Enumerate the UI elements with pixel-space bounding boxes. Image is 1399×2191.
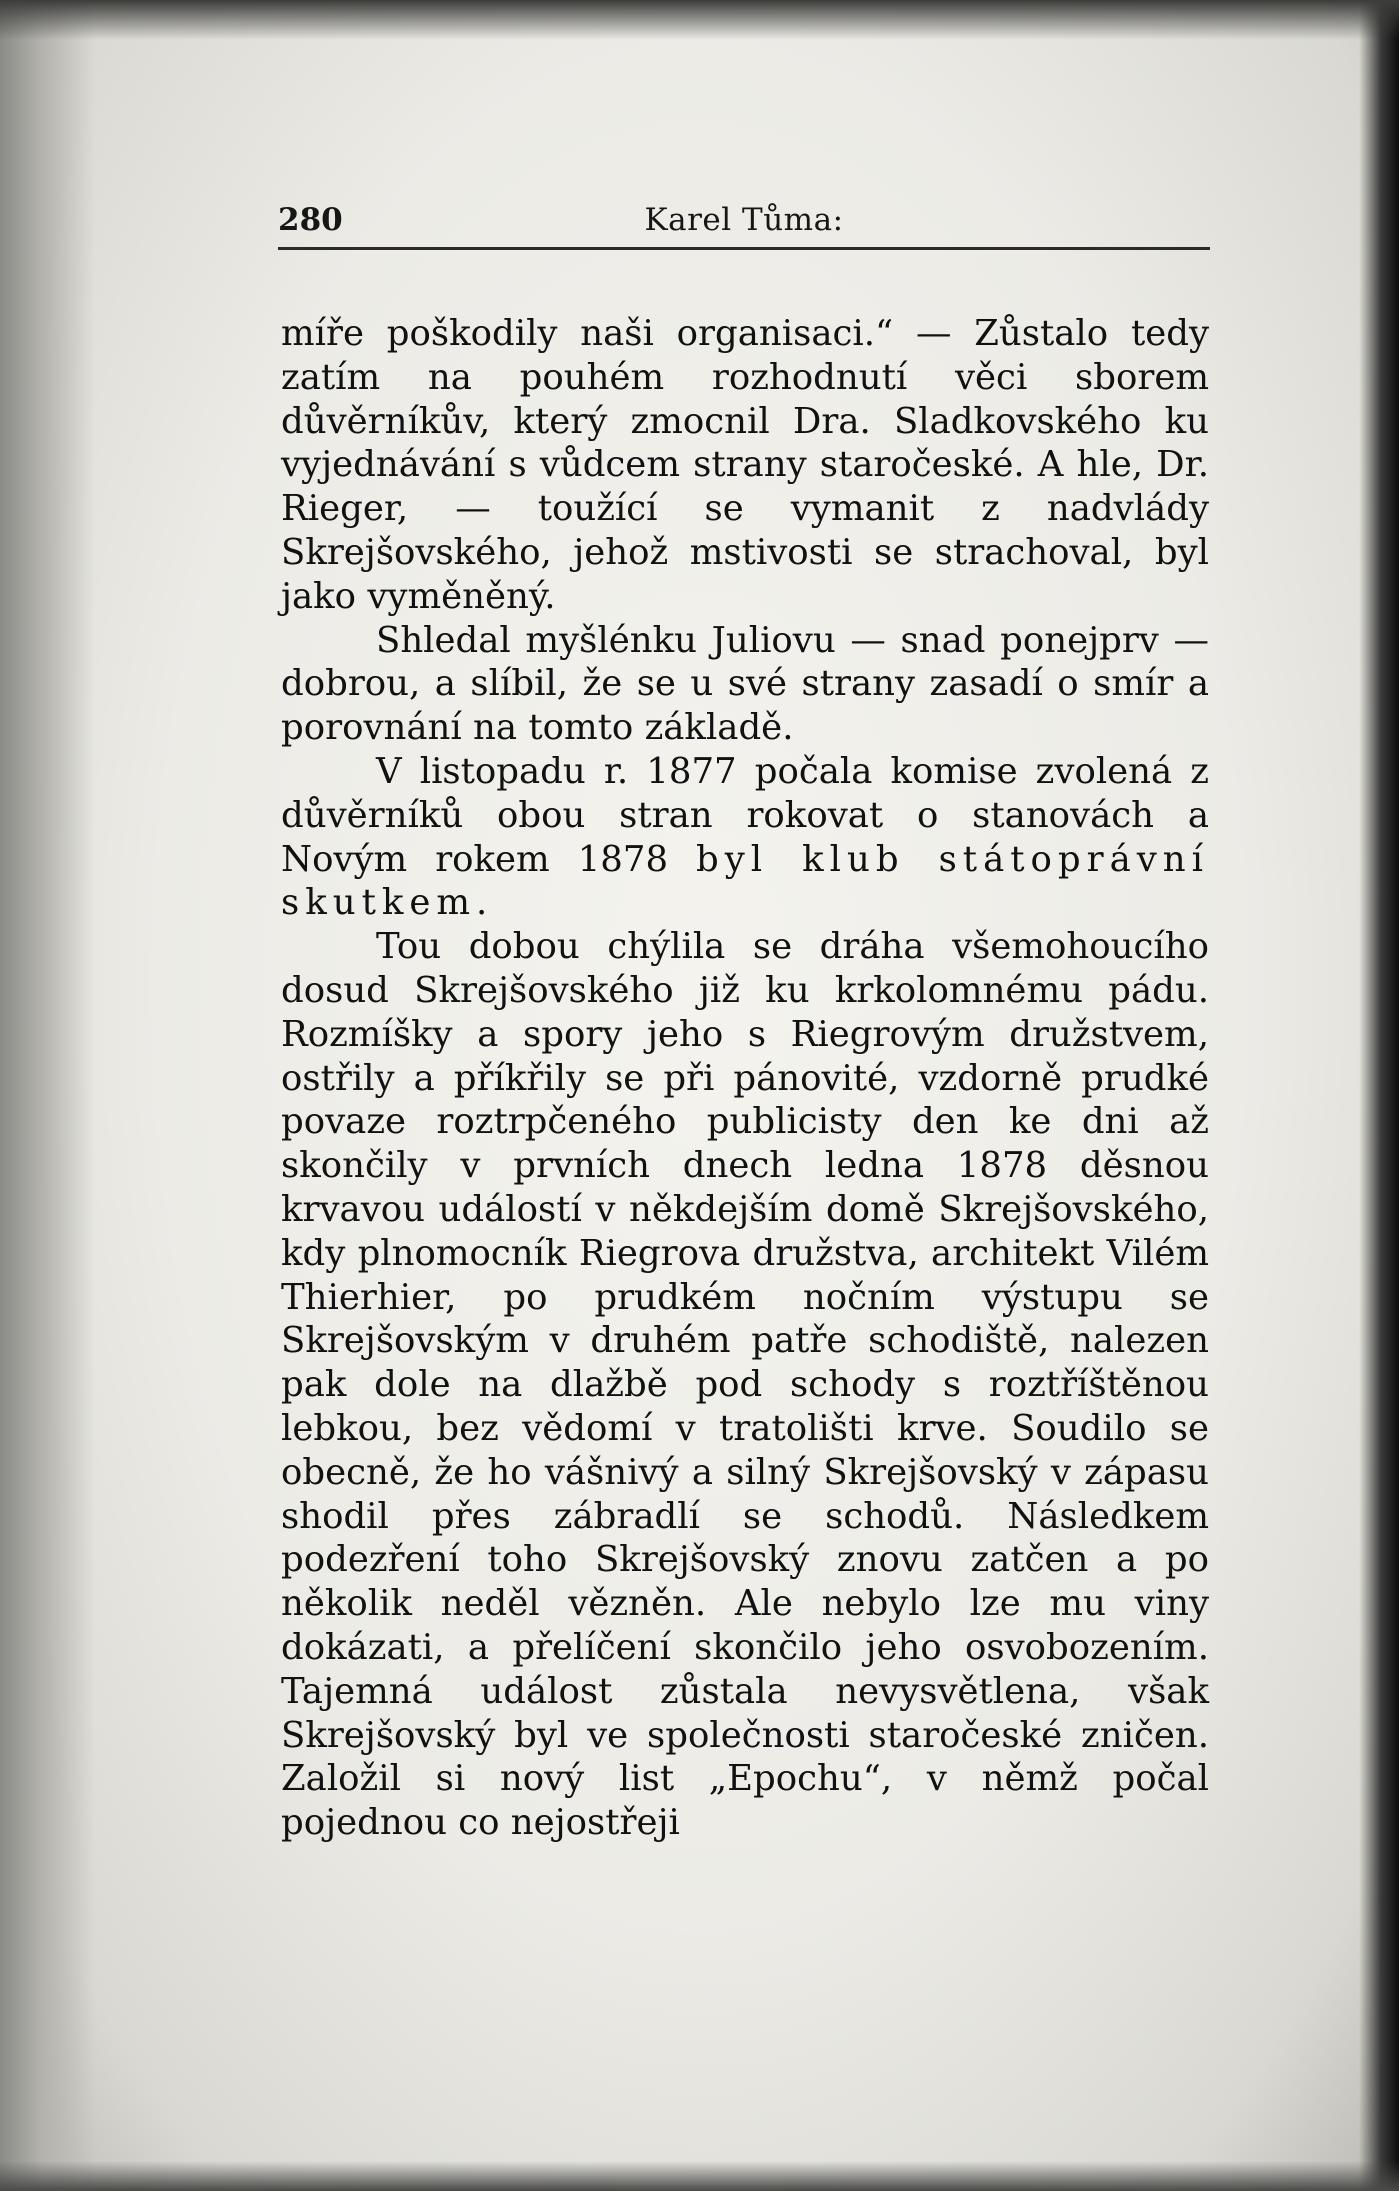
- page-bottom-shadow: [0, 2161, 1399, 2191]
- page-edge-shadow: [1359, 0, 1399, 2191]
- paragraph: Shledal myšlénku Juliovu — snad ponejprv — dobrou, a slíbil, že se u své strany zasadí o smír a porovnání na tomto základě.: [281, 619, 1209, 749]
- page-top-shadow: [0, 0, 1399, 40]
- emphasized-text: byl klub státoprávní skutkem: [281, 838, 1210, 924]
- paragraph: míře poškodily naši organisaci.“ — Zůstalo tedy zatím na pouhém rozhodnutí věci sborem důvěrníkův, který zmocnil Dra. Sladkovského ku vyjednávání s vůdcem strany staročeské. A hle, Dr. Rieger, — toužící se vymanit z nadvlády Skrejšovského, jehož mstivosti se strachoval, byl jako vyměněný.: [281, 313, 1209, 617]
- header-rule: [278, 247, 1210, 250]
- paragraph-text: V listopadu r. 1877 počala komise zvolená z důvěrníků obou stran rokovat o stanovách a Novým rokem 1878: [281, 750, 1209, 880]
- page-gutter-shadow: [0, 0, 95, 2191]
- page-number: 280: [278, 202, 343, 238]
- running-head: Karel Tůma:: [644, 202, 844, 238]
- body-text: [281, 312, 1209, 1845]
- paragraph-text: .: [476, 882, 488, 924]
- paragraph: [281, 750, 1209, 925]
- page-header: [278, 202, 1210, 246]
- paragraph: Tou dobou chýlila se dráha všemohoucího dosud Skrejšovského již ku krkolomnému pádu. Rozmíšky a spory jeho s Riegrovým družstvem, ostřily a příkřily se při pánovité, vzdorně prudké povaze roztrpčeného publicisty den ke dni až skončily v prvních dnech ledna 1878 děsnou krvavou událostí v někdejším domě Skrejšovského, kdy plnomocník Riegrova družstva, architekt Vilém Thierhier, po prudkém nočním výstupu se Skrejšovským v druhém patře schodiště, nalezen pak dole na dlažbě pod schody s roztříštěnou lebkou, bez vědomí v tratolišti krve. Soudilo se obecně, že ho vášnivý a silný Skrejšovský v zápasu shodil přes zábradlí se schodů. Následkem podezření toho Skrejšovský znovu zatčen a po několik neděl vězněn. Ale nebylo lze mu viny dokázati, a přelíčení skončilo jeho osvobozením. Tajemná událost zůstala nevysvětlena, však Skrejšovský byl ve společnosti staročeské zničen. Založil si nový list „Epochu“, v němž počal pojednou co nejostřeji: [281, 926, 1209, 1844]
